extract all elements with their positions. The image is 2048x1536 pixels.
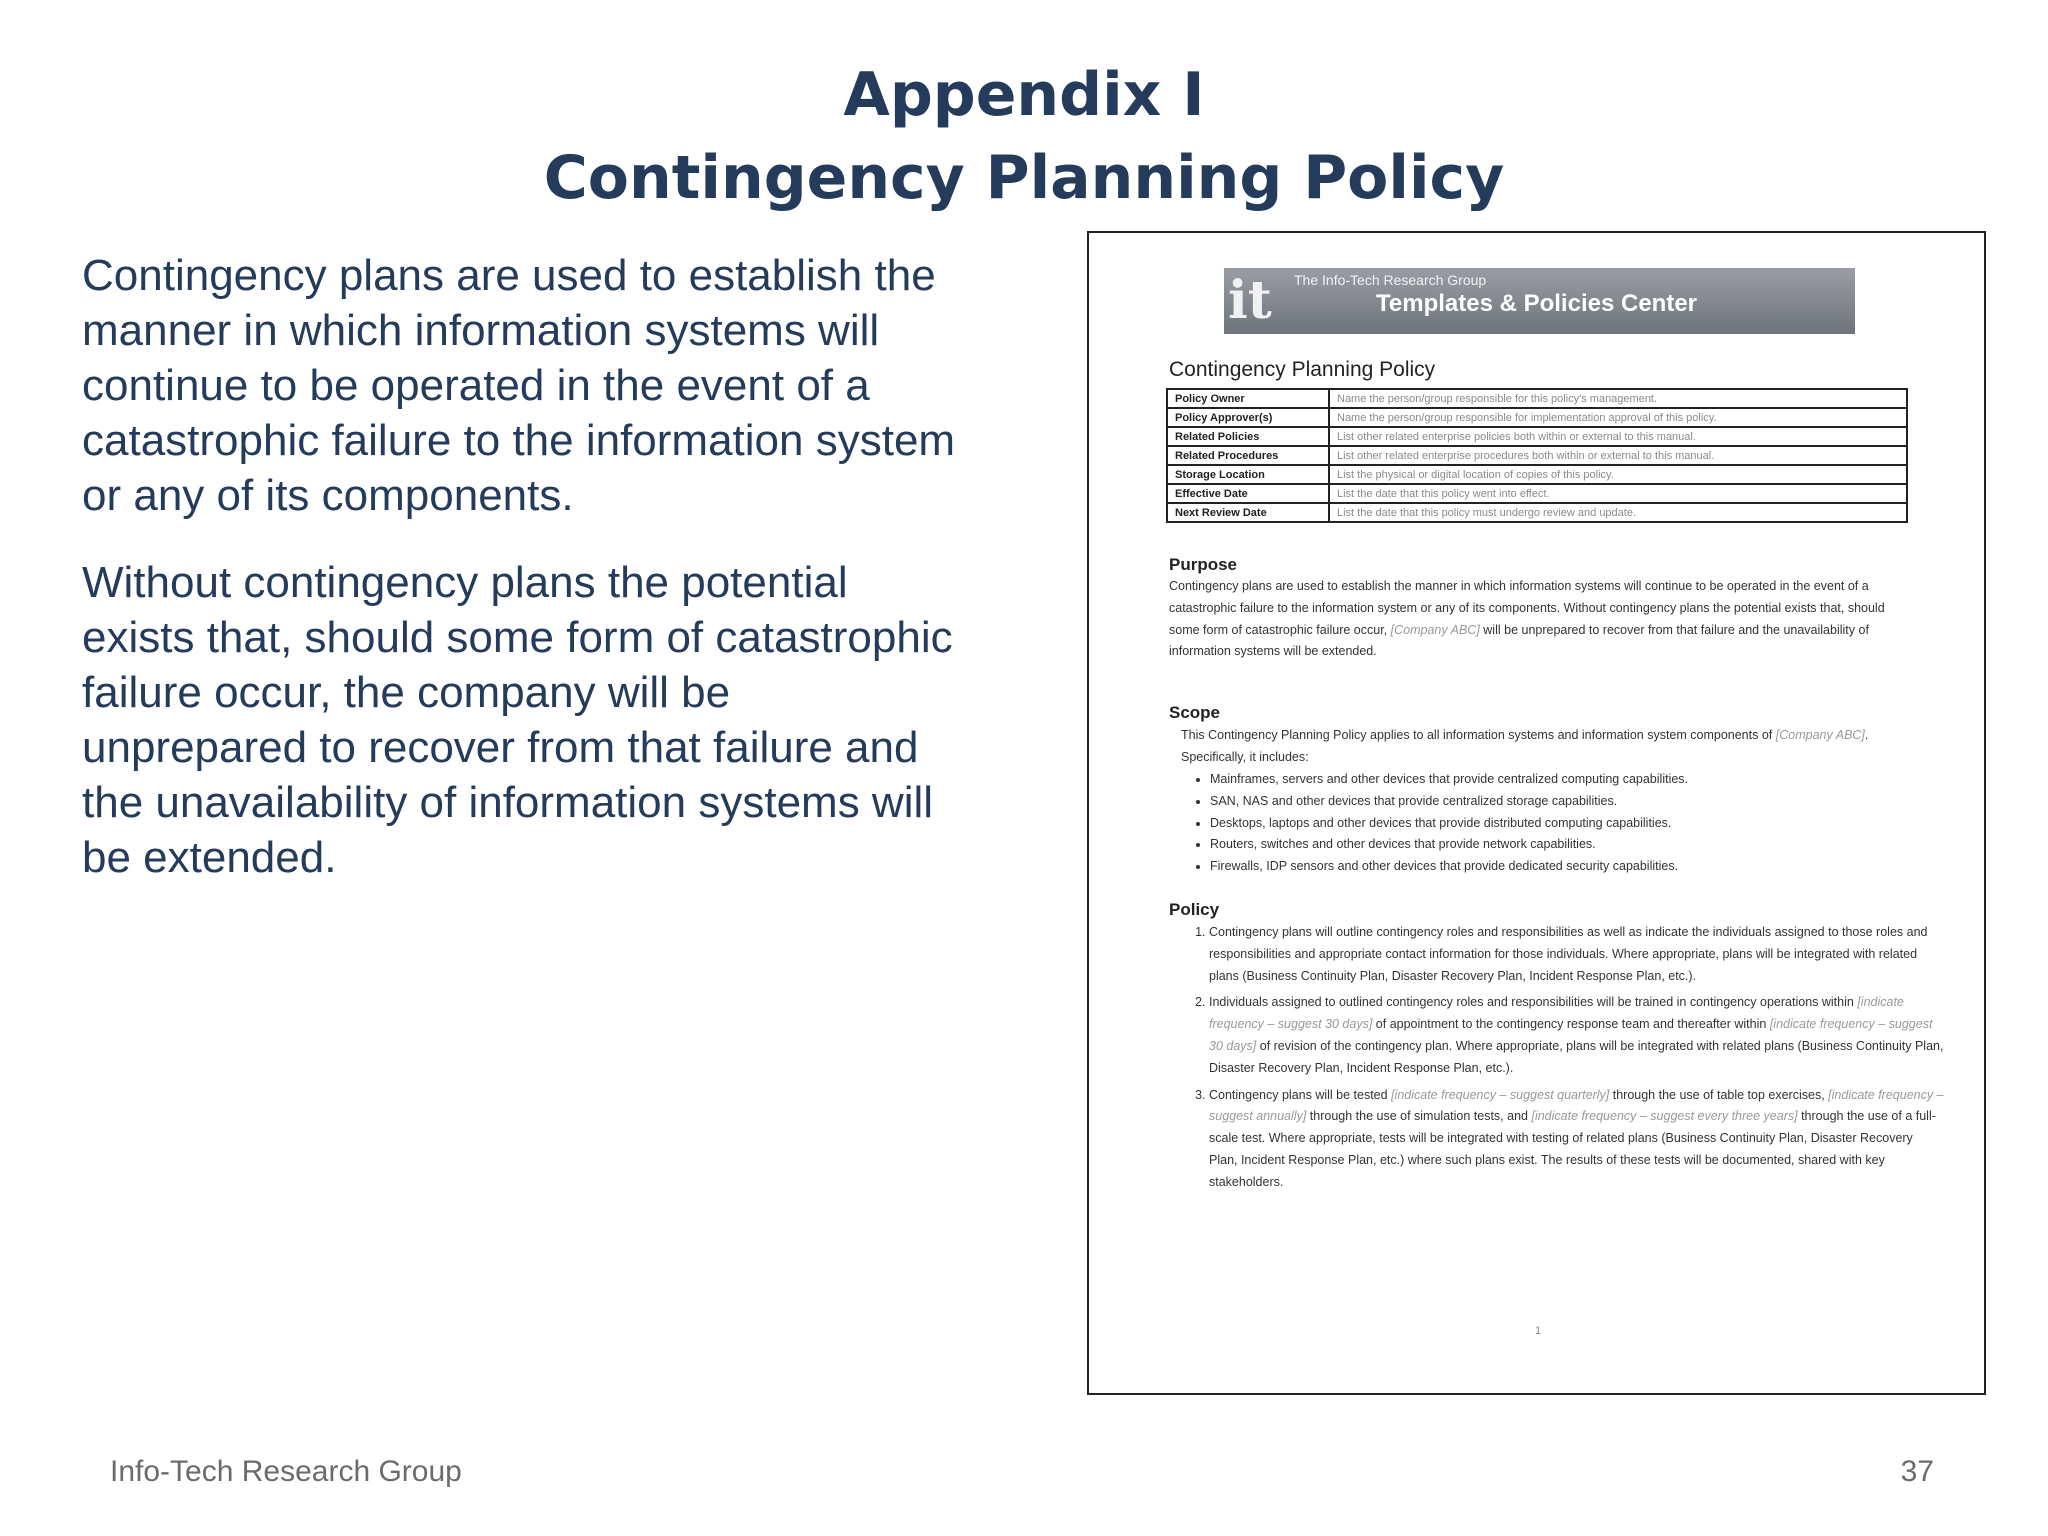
templates-banner: [1224, 268, 1855, 334]
policy-item-2-placeholder-1: [indicate frequency – suggest 30 days]: [1209, 995, 1904, 1032]
meta-key: Storage Location: [1167, 465, 1329, 484]
meta-value: Name the person/group responsible for this policy's management.: [1329, 389, 1907, 408]
table-row: [1167, 503, 1907, 522]
purpose-text-a: Contingency plans are used to establish the manner in which information systems will continue to be operated in the event of a catastrophic failure to the information system or any of its components. Without contingency plans the potential exists that, should some form of catastrophic failure occur,: [1169, 579, 1885, 637]
list-item: • Firewalls, IDP sensors and other devices that provide dedicated security capabilities.: [1210, 856, 1910, 878]
meta-value: List other related enterprise policies both within or external to this manual.: [1329, 427, 1907, 446]
purpose-text: [1169, 576, 1899, 663]
meta-key: Next Review Date: [1167, 503, 1329, 522]
purpose-heading: Purpose: [1169, 555, 1238, 574]
list-item: [1209, 922, 1944, 987]
policy-item-3-text-d: through the use of a full-scale test. Where appropriate, tests will be integrated with testing of related plans (Business Continuity Plan, Disaster Recovery Plan, Incident Response Plan, etc.) where such plans exist. The results of these tests will be documented, shared with key stakeholders.: [1209, 1109, 1936, 1189]
purpose-placeholder: [Company ABC]: [1390, 622, 1480, 637]
list-item: [1209, 992, 1944, 1079]
paragraph-2-text: Without contingency plans the potential exists that, should some form of catastrophic failure occur, the company will be unprepared to recover from that failure and the unavailability of information systems will be extended.: [82, 558, 953, 882]
meta-value: Name the person/group responsible for implementation approval of this policy.: [1329, 408, 1907, 427]
slide-title-line1: Appendix I: [843, 60, 1205, 130]
list-item: • Routers, switches and other devices that provide network capabilities.: [1210, 834, 1910, 856]
meta-value: List the date that this policy went into effect.: [1329, 484, 1907, 503]
policy-item-3-text-b: through the use of table top exercises,: [1612, 1087, 1825, 1102]
document-title: Contingency Planning Policy: [1169, 358, 1436, 381]
meta-key: Related Policies: [1167, 427, 1329, 446]
meta-key: Policy Approver(s): [1167, 408, 1329, 427]
slide-title-line2: Contingency Planning Policy: [543, 143, 1505, 213]
meta-value: List the date that this policy must undergo review and update.: [1329, 503, 1907, 522]
policy-item-2-text-a: Individuals assigned to outlined contingency roles and responsibilities will be trained in contingency operations within: [1209, 995, 1854, 1010]
purpose-text-b: will be unprepared to recover from that failure and the unavailability of information systems will be extended.: [1169, 622, 1869, 659]
scope-bullet-list: [1192, 769, 1910, 878]
table-row: [1167, 484, 1907, 503]
policy-item-3-text-c: through the use of simulation tests, and: [1309, 1109, 1528, 1124]
banner-subtitle: The Info-Tech Research Group: [1294, 272, 1487, 288]
policy-numbered-list: [1179, 922, 1944, 1199]
scope-text-a: This Contingency Planning Policy applies to all information systems and information system components of: [1181, 728, 1773, 742]
policy-item-3-placeholder-1: [indicate frequency – suggest quarterly]: [1391, 1087, 1610, 1102]
policy-item-3-placeholder-2: [indicate frequency – suggest annually]: [1209, 1087, 1944, 1124]
policy-item-3-text-a: Contingency plans will be tested: [1209, 1087, 1388, 1102]
scope-placeholder: [Company ABC]: [1775, 728, 1865, 742]
policy-item-1-text: Contingency plans will outline contingency roles and responsibilities as well as indicate the individuals assigned to those roles and responsibilities and appropriate contact information for those individuals. Where appropriate, plans will be integrated with related plans (Business Continuity Plan, Disaster Recovery Plan, Incident Response Plan, etc.).: [1209, 925, 1928, 983]
meta-key: Policy Owner: [1167, 389, 1329, 408]
list-item: • SAN, NAS and other devices that provide centralized storage capabilities.: [1210, 791, 1910, 813]
policy-metadata-table: [1166, 388, 1908, 523]
banner-title: Templates & Policies Center: [1376, 290, 1697, 317]
table-row: [1167, 408, 1907, 427]
footer-company-name: Info-Tech Research Group: [110, 1455, 462, 1488]
table-row: [1167, 465, 1907, 484]
info-tech-logo: it: [1228, 270, 1272, 331]
document-page-number: 1: [1535, 1325, 1542, 1337]
policy-item-2-text-c: of revision of the contingency plan. Where appropriate, plans will be integrated with related plans (Business Continuity Plan, Disaster Recovery Plan, Incident Response Plan, etc.).: [1209, 1038, 1944, 1075]
list-item: • Mainframes, servers and other devices that provide centralized computing capabilities.: [1210, 769, 1910, 791]
body-paragraph-2: [82, 555, 962, 885]
scope-text: [1181, 725, 1911, 769]
list-item: [1209, 1085, 1944, 1194]
policy-item-2-placeholder-2: [indicate frequency – suggest 30 days]: [1209, 1017, 1933, 1053]
slide-page-number: 37: [1900, 1455, 1934, 1488]
meta-key: Related Procedures: [1167, 446, 1329, 465]
body-paragraph-1: [82, 248, 962, 523]
policy-document-thumbnail: [1087, 231, 1986, 1395]
scope-text-b: . Specifically, it includes:: [1181, 728, 1869, 764]
list-item: • Desktops, laptops and other devices that provide distributed computing capabilities.: [1210, 813, 1910, 835]
table-row: [1167, 427, 1907, 446]
paragraph-1-text: Contingency plans are used to establish the manner in which information systems will continue to be operated in the event of a catastrophic failure to the information system or any of its components.: [82, 251, 956, 520]
meta-value: List the physical or digital location of copies of this policy.: [1329, 465, 1907, 484]
policy-item-3-placeholder-3: [indicate frequency – suggest every three years]: [1531, 1109, 1798, 1124]
table-row: [1167, 446, 1907, 465]
table-row: [1167, 389, 1907, 408]
scope-heading: Scope: [1169, 703, 1221, 722]
meta-key: Effective Date: [1167, 484, 1329, 503]
policy-item-2-text-b: of appointment to the contingency response team and thereafter within: [1375, 1017, 1767, 1032]
meta-value: List other related enterprise procedures both within or external to this manual.: [1329, 446, 1907, 465]
policy-heading: Policy: [1169, 900, 1220, 919]
